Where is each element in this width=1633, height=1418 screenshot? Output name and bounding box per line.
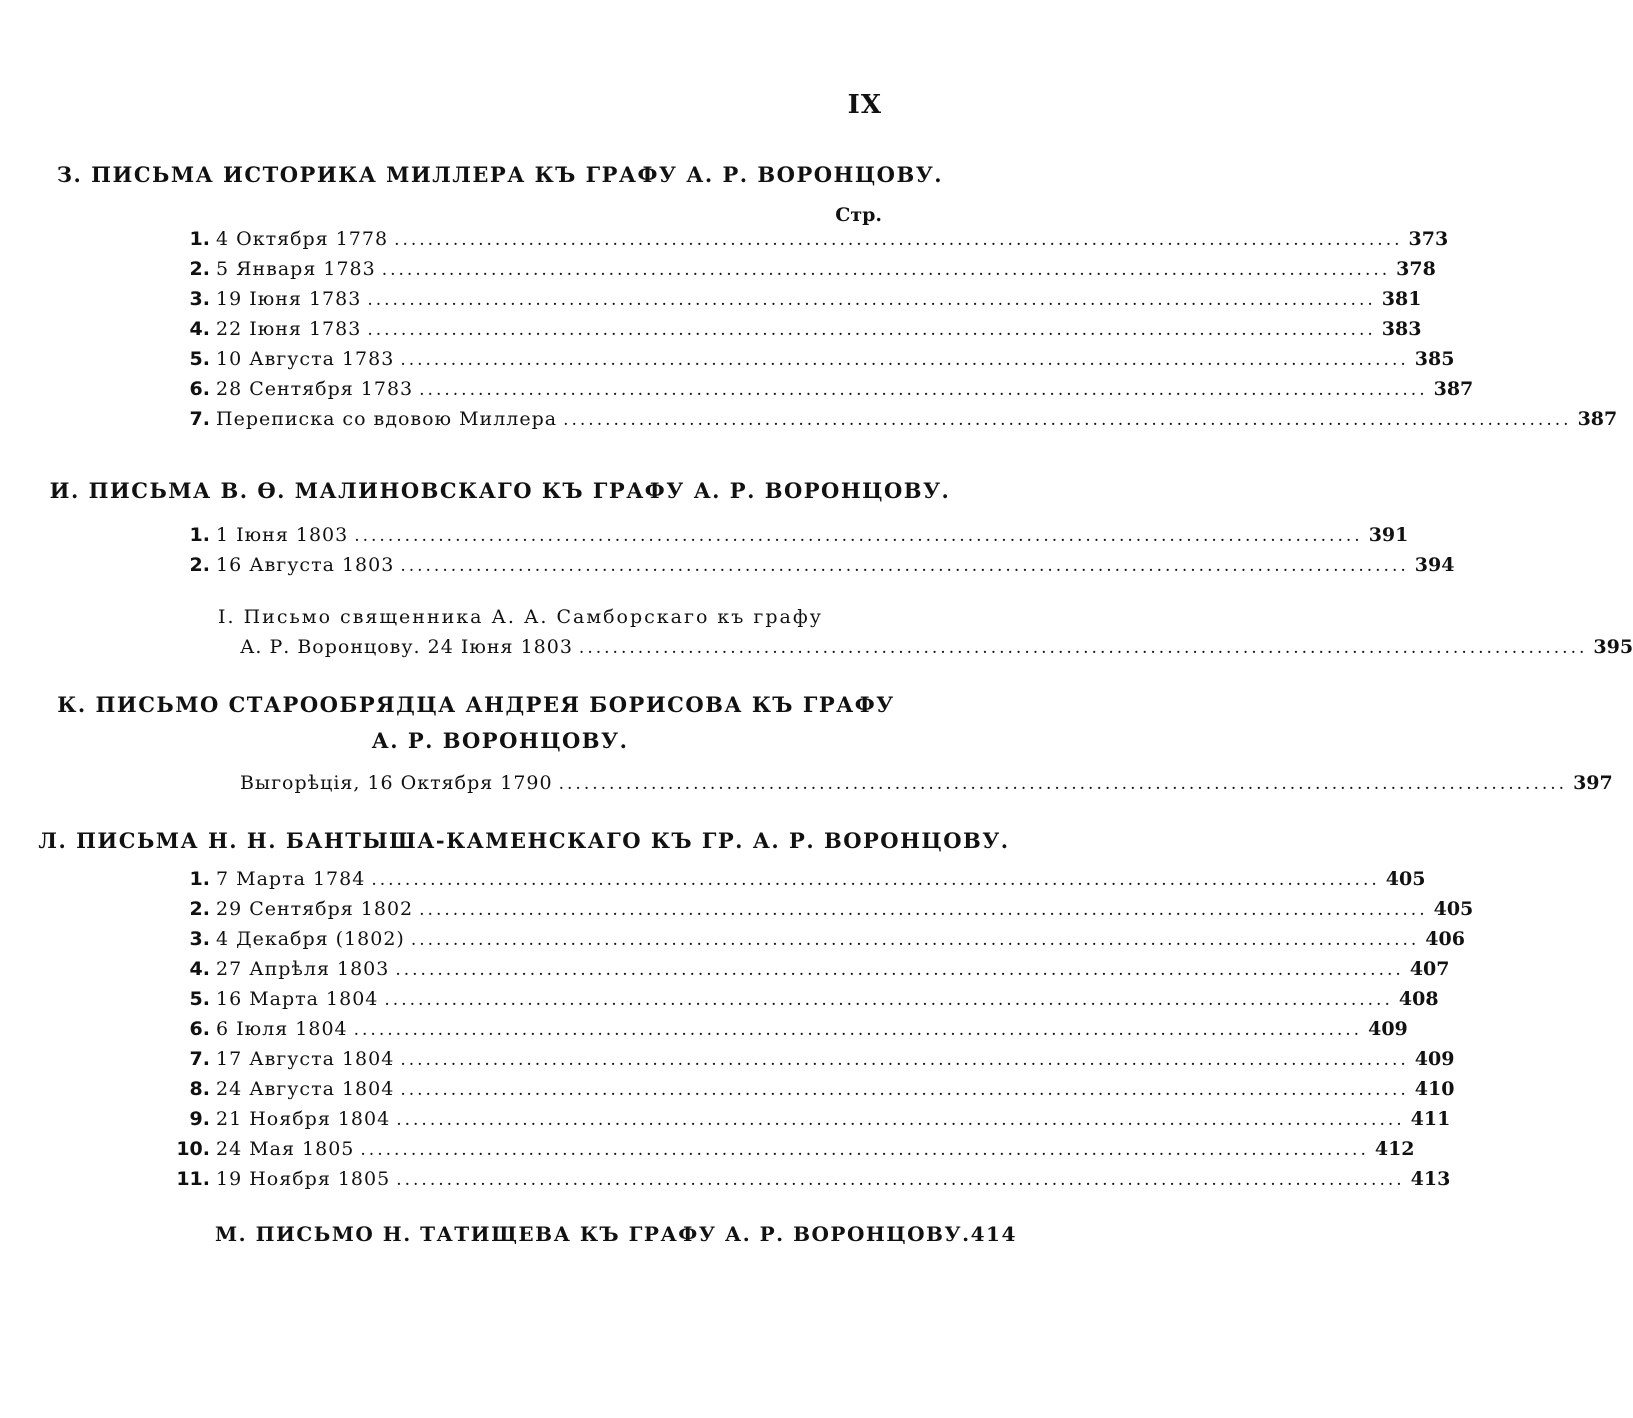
page-number: IX (847, 90, 882, 120)
entry-number: 7. (189, 1048, 210, 1070)
entry-label: 10 Августа 1783 (216, 348, 395, 370)
dot-leader (400, 1050, 1408, 1070)
toc-entry[interactable] (160, 524, 1409, 554)
entry-label: Выгорѣція, 16 Октября 1790 (240, 772, 553, 794)
dot-leader (395, 960, 1403, 980)
section-ii-entry[interactable] (240, 636, 1633, 658)
dot-leader (367, 320, 1375, 340)
entry-page: 408 (1398, 988, 1439, 1010)
entry-page: 406 (1425, 928, 1465, 950)
toc-entry[interactable] (160, 988, 1439, 1018)
dot-leader (400, 1080, 1408, 1100)
dot-leader (354, 526, 1362, 546)
dot-leader (419, 900, 1427, 920)
toc-entry[interactable] (160, 554, 1455, 584)
dot-leader (559, 774, 1567, 794)
dot-leader (400, 556, 1408, 576)
section-l-heading: Л. ПИСЬМА Н. Н. БАНТЫША-КАМЕНСКАГО КЪ ГР. А. Р. ВОРОНЦОВУ. (38, 828, 1010, 853)
entry-label: 29 Сентября 1802 (216, 898, 414, 920)
dot-leader (396, 1110, 1404, 1130)
entry-label: Переписка со вдовою Миллера (216, 408, 558, 430)
toc-entry[interactable] (160, 318, 1422, 348)
toc-entry[interactable] (160, 898, 1474, 928)
toc-entry[interactable] (160, 1048, 1455, 1078)
toc-entry[interactable] (160, 1078, 1455, 1108)
dot-leader (419, 380, 1427, 400)
entry-number: 5. (189, 348, 210, 370)
entry-label: 19 Ноября 1805 (216, 1168, 391, 1190)
section-k-entry[interactable] (240, 772, 1613, 794)
section-m-entry[interactable] (215, 1222, 1017, 1246)
entry-label: 16 Марта 1804 (216, 988, 379, 1010)
entry-page: 391 (1368, 524, 1409, 546)
section-i-heading: И. ПИСЬМА В. Ѳ. МАЛИНОВСКАГО КЪ ГРАФУ А. Р. ВОРОНЦОВУ. (49, 478, 951, 503)
dot-leader (382, 260, 1390, 280)
dot-leader (400, 350, 1408, 370)
entry-page: 409 (1414, 1048, 1455, 1070)
entry-label: 4 Декабря (1802) (216, 928, 405, 950)
section-k-heading-line2: А. Р. ВОРОНЦОВУ. (371, 728, 629, 753)
toc-entry[interactable] (160, 348, 1455, 378)
entry-number: 2. (189, 898, 210, 920)
toc-entry[interactable] (160, 228, 1449, 258)
dot-leader (354, 1020, 1362, 1040)
entry-label: 1 Іюня 1803 (216, 524, 349, 546)
entry-number: 7. (189, 408, 210, 430)
entry-label: 17 Августа 1804 (216, 1048, 395, 1070)
entry-page: 410 (1414, 1078, 1455, 1100)
entry-label: А. Р. Воронцову. 24 Іюня 1803 (240, 636, 573, 658)
entry-label: 27 Апрѣля 1803 (216, 958, 390, 980)
toc-entry[interactable] (160, 378, 1474, 408)
dot-leader (411, 930, 1419, 950)
toc-entry[interactable] (160, 1108, 1451, 1138)
entry-label: 22 Іюня 1783 (216, 318, 362, 340)
entry-label: 28 Сентября 1783 (216, 378, 414, 400)
entry-number: 9. (189, 1108, 210, 1130)
entry-page: 407 (1409, 958, 1450, 980)
entry-number: 1. (189, 228, 210, 250)
section-ii-line1: І. Письмо священника А. А. Самборскаго къ графу (218, 606, 823, 628)
entry-page: 411 (1410, 1108, 1451, 1130)
entry-page: 413 (1410, 1168, 1451, 1190)
entry-page: 394 (1414, 554, 1455, 576)
section-m-heading: М. ПИСЬМО Н. ТАТИЩЕВА КЪ ГРАФУ А. Р. ВОРОНЦОВУ. (215, 1222, 971, 1246)
entry-page: 412 (1374, 1138, 1415, 1160)
entry-number: 6. (189, 1018, 210, 1040)
entry-number: 10. (176, 1138, 210, 1160)
entry-label: 21 Ноября 1804 (216, 1108, 391, 1130)
entry-page: 385 (1414, 348, 1455, 370)
entry-page: 383 (1381, 318, 1422, 340)
entry-label: 7 Марта 1784 (216, 868, 366, 890)
toc-entry[interactable] (160, 958, 1450, 988)
entry-number: 2. (189, 258, 210, 280)
toc-entry[interactable] (160, 1138, 1415, 1168)
entry-page: 395 (1593, 636, 1633, 658)
entry-number: 11. (176, 1168, 210, 1190)
entry-number: 5. (189, 988, 210, 1010)
entry-label: 24 Августа 1804 (216, 1078, 395, 1100)
entry-page: 387 (1577, 408, 1618, 430)
entry-number: 3. (189, 288, 210, 310)
dot-leader (396, 1170, 1404, 1190)
dot-leader (360, 1140, 1368, 1160)
entry-page: 414 (970, 1222, 1017, 1246)
entry-page: 409 (1368, 1018, 1408, 1040)
toc-entry[interactable] (160, 288, 1422, 318)
entry-label: 5 Января 1783 (216, 258, 376, 280)
dot-leader (394, 230, 1402, 250)
entry-label: 6 Іюля 1804 (216, 1018, 348, 1040)
entry-label: 24 Мая 1805 (216, 1138, 355, 1160)
entry-number: 3. (189, 928, 210, 950)
section-z-heading: З. ПИСЬМА ИСТОРИКА МИЛЛЕРА КЪ ГРАФУ А. Р. ВОРОНЦОВУ. (56, 162, 944, 187)
entry-number: 2. (189, 554, 210, 576)
entry-page: 397 (1573, 772, 1613, 794)
toc-entry[interactable] (160, 868, 1426, 898)
entry-label: 4 Октября 1778 (216, 228, 389, 250)
dot-leader (384, 990, 1392, 1010)
section-k-heading-line1: К. ПИСЬМО СТАРООБРЯДЦА АНДРЕЯ БОРИСОВА КЪ ГРАФУ (57, 692, 895, 717)
entry-number: 4. (189, 958, 210, 980)
entry-page: 405 (1433, 898, 1474, 920)
toc-entry[interactable] (160, 928, 1465, 958)
entry-number: 1. (189, 524, 210, 546)
entry-number: 1. (189, 868, 210, 890)
dot-leader (367, 290, 1375, 310)
toc-entry[interactable] (160, 408, 1618, 438)
entry-page: 405 (1385, 868, 1426, 890)
dot-leader (579, 638, 1587, 658)
dot-leader (371, 870, 1379, 890)
entry-page: 373 (1408, 228, 1449, 250)
entry-label: 19 Іюня 1783 (216, 288, 362, 310)
entry-label: 16 Августа 1803 (216, 554, 395, 576)
entry-number: 8. (189, 1078, 210, 1100)
entry-page: 378 (1396, 258, 1436, 280)
entry-page: 381 (1381, 288, 1422, 310)
toc-entry[interactable] (160, 1018, 1408, 1048)
dot-leader (563, 410, 1571, 430)
toc-entry[interactable] (160, 258, 1436, 288)
page-column-label: Стр. (835, 204, 882, 226)
toc-entry[interactable] (160, 1168, 1451, 1198)
entry-number: 6. (189, 378, 210, 400)
entry-page: 387 (1433, 378, 1474, 400)
entry-number: 4. (189, 318, 210, 340)
